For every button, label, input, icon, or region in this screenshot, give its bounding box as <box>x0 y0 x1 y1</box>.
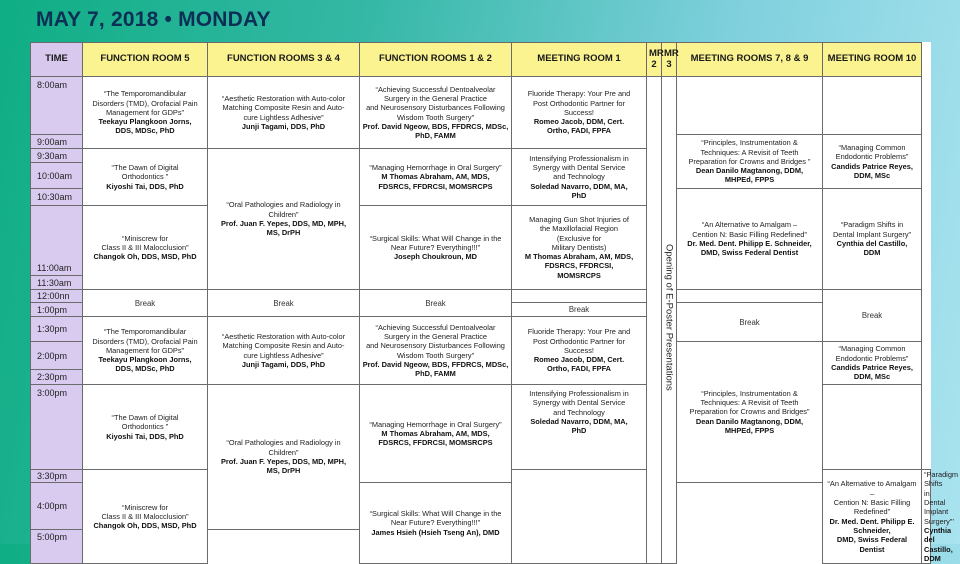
session-title: Military Dentists) <box>551 242 607 252</box>
session-title: “Principles, Instrumentation & <box>701 138 798 148</box>
session-mr789-principles-pm[interactable] <box>677 342 823 483</box>
table-row <box>31 290 931 303</box>
session-title: Intensifying Professionalism in <box>529 389 629 398</box>
header-mr3: MR 3 <box>662 43 677 77</box>
time-slot: 9:30am <box>31 149 83 163</box>
time-slot: 8:00am <box>31 77 83 135</box>
break-cell: Break <box>823 290 922 342</box>
session-title: “Aesthetic Restoration with Auto-color <box>221 93 346 103</box>
session-title: and Neurosensory Disturbances Following <box>366 103 505 113</box>
session-title: Children” <box>268 209 299 219</box>
session-fr34-oral-pm[interactable] <box>208 385 360 530</box>
session-title: Matching Composite Resin and Auto- <box>222 103 345 113</box>
session-title: “An Alternative to Amalgam – <box>701 220 798 230</box>
break-cell: Break <box>677 303 823 342</box>
session-speaker: DMD, Swiss Federal Dentist <box>836 535 908 554</box>
session-fr12-dentoalveolar[interactable] <box>360 77 512 149</box>
session-speaker: Cynthia del Castillo, <box>836 239 908 248</box>
session-title: “Paradigm Shifts in <box>924 470 959 498</box>
break-cell: Break <box>360 290 512 317</box>
session-speaker: Prof. David Ngeow, BDS, FFDRCS, MDSc, <box>362 359 509 369</box>
time-slot: 10:00am <box>31 163 83 189</box>
session-mr10-endo-pm[interactable] <box>823 342 922 385</box>
time-slot: 11:00am <box>31 206 83 276</box>
empty-cell <box>677 290 823 303</box>
session-speaker: MS, DrPH <box>266 228 301 238</box>
session-mr789-amalgam[interactable] <box>677 189 823 290</box>
session-title: the Maxillofacial Region <box>539 224 619 234</box>
session-title: “Oral Pathologies and Radiology in <box>226 438 341 448</box>
session-fr34-oral[interactable] <box>208 149 360 290</box>
header-time: TIME <box>31 43 83 77</box>
session-speaker: Candids Patrice Reyes, <box>831 161 913 171</box>
session-title: Success! <box>564 107 594 117</box>
session-speaker: M Thomas Abraham, AM, MDS, <box>524 252 634 262</box>
session-speaker: DDS, MDSc, PhD <box>115 364 175 374</box>
time-slot: 11:30am <box>31 276 83 290</box>
empty-cell <box>677 77 823 135</box>
session-speaker: James Hsieh (Hsieh Tseng An), DMD <box>371 527 500 537</box>
session-speaker: Soledad Navarro, DDM, MA, <box>530 181 628 191</box>
session-fr34-aesthetic-pm[interactable] <box>208 317 360 385</box>
break-cell: Break <box>208 290 360 317</box>
empty-cell <box>512 290 647 303</box>
session-title: Cention N: Basic Filling Redefined” <box>692 229 807 239</box>
session-title: Management for GDPs” <box>105 107 185 117</box>
session-title: “Managing Hemorrhage in Oral Surgery” <box>369 419 502 429</box>
session-title: Managing Gun Shot Injuries of <box>529 214 629 224</box>
session-title: Post Orthodontic Partner for <box>532 336 625 346</box>
header-function-rooms-3-4: FUNCTION ROOMS 3 & 4 <box>208 43 360 77</box>
session-fr12-hemorrhage-pm[interactable] <box>360 385 512 483</box>
time-slot: 3:00pm <box>31 385 83 470</box>
session-speaker: Prof. David Ngeow, BDS, FFDRCS, MDSc, <box>362 121 509 131</box>
session-title: Disorders (TMD), Orofacial Pain <box>92 336 198 346</box>
session-title: “Achieving Successful Dentoalveolar <box>375 84 496 94</box>
empty-cell <box>512 470 647 564</box>
session-title: “The Temporomandibular <box>103 89 187 99</box>
time-slot: 12:00nn <box>31 290 83 303</box>
session-title: Techniques: A Revisit of Teeth <box>700 147 799 157</box>
break-cell: Break <box>512 303 647 317</box>
session-title: Orthodontics ” <box>121 172 169 182</box>
time-slot: 5:00pm <box>31 530 83 564</box>
session-title: Intensifying Professionalism in <box>529 153 629 163</box>
session-speaker: Junji Tagami, DDS, PhD <box>241 121 326 131</box>
session-speaker: Ortho, FADI, FPFA <box>546 126 612 136</box>
session-speaker: MOMSRCPS <box>557 270 601 280</box>
session-title: “The Dawn of Digital <box>111 163 179 172</box>
page-title: MAY 7, 2018 • MONDAY <box>36 8 271 31</box>
session-title: and Technology <box>553 172 605 182</box>
time-slot: 3:30pm <box>31 470 83 483</box>
session-speaker: Ortho, FADI, FPFA <box>546 364 612 374</box>
session-speaker: Changok Oh, DDS, MSD, PhD <box>93 252 197 262</box>
session-title: Synergy with Dental Service <box>532 398 626 408</box>
session-speaker: Changok Oh, DDS, MSD, PhD <box>93 521 197 531</box>
table-row <box>31 77 931 135</box>
session-fr34-aesthetic[interactable] <box>208 77 360 149</box>
session-title: “The Temporomandibular <box>103 327 187 337</box>
session-title: “Aesthetic Restoration with Auto-color <box>221 331 346 341</box>
schedule-table <box>30 42 959 564</box>
session-title: Class II & III Malocclusion” <box>101 242 189 252</box>
session-title: Endodontic Problems” <box>835 152 909 162</box>
session-fr12-implant-pm[interactable] <box>360 483 512 564</box>
session-title: Disorders (TMD), Orofacial Pain <box>92 98 198 108</box>
session-mr789-amalgam-pm[interactable] <box>823 470 922 564</box>
session-fr5-tmd-pm[interactable] <box>83 317 208 385</box>
session-title: Class II & III Malocclusion” <box>101 511 189 521</box>
session-fr12-dentoalveolar-pm[interactable] <box>360 317 512 385</box>
session-title: “Paradigm Shifts in <box>840 220 904 230</box>
session-title: “Managing Common <box>838 344 906 354</box>
header-meeting-rooms-7-8-9: MEETING ROOMS 7, 8 & 9 <box>677 43 823 77</box>
session-title: Endodontic Problems” <box>835 353 909 363</box>
session-speaker: M Thomas Abraham, AM, MDS, <box>381 428 490 438</box>
empty-cell <box>823 385 922 470</box>
session-title: Post Orthodontic Partner for <box>532 98 625 108</box>
session-speaker: DDM <box>863 248 881 258</box>
session-title: Matching Composite Resin and Auto- <box>222 341 345 351</box>
session-title: “Managing Common <box>838 142 906 152</box>
session-title: “An Alternative to Amalgam – <box>827 479 917 498</box>
session-speaker: DDM, MSc <box>853 372 891 382</box>
session-speaker: Teekayu Plangkoon Jorns, <box>98 355 192 365</box>
session-speaker: DMD, Swiss Federal Dentist <box>700 248 799 258</box>
session-title: Techniques: A Revisit of Teeth <box>700 398 799 407</box>
session-title: and Technology <box>553 407 605 417</box>
time-slot: 2:30pm <box>31 370 83 385</box>
session-title: “Surgical Skills: What Will Change in the <box>369 509 502 519</box>
session-fr5-digital[interactable] <box>83 149 208 206</box>
session-speaker: Junji Tagami, DDS, PhD <box>241 359 326 369</box>
session-title: “Surgical Skills: What Will Change in the <box>369 233 502 243</box>
session-speaker: Dr. Med. Dent. Philipp E. Schneider, <box>687 239 812 248</box>
session-title: “The Dawn of Digital <box>111 413 179 422</box>
session-speaker: Soledad Navarro, DDM, MA, <box>530 416 628 426</box>
session-title: (Exclusive for <box>556 233 602 243</box>
session-speaker: DDM, MSc <box>853 170 891 180</box>
session-mr789-principles[interactable] <box>677 135 823 189</box>
mr2-column <box>647 77 662 564</box>
session-title: Preparation for Crowns and Bridges ” <box>688 156 811 166</box>
session-mr1-fluoride-pm[interactable] <box>512 317 647 385</box>
session-title: Success! <box>564 345 594 355</box>
session-title: Orthodontics ” <box>121 422 169 432</box>
session-speaker: MS, DrPH <box>266 466 301 476</box>
session-fr12-implant[interactable] <box>360 206 512 290</box>
header-meeting-room-1: MEETING ROOM 1 <box>512 43 647 77</box>
session-speaker: Candids Patrice Reyes, <box>831 363 913 372</box>
session-title: Wisdom Tooth Surgery” <box>396 350 475 360</box>
session-title: “Achieving Successful Dentoalveolar <box>375 322 496 332</box>
session-mr1-fluoride[interactable] <box>512 77 647 149</box>
session-speaker: Kiyoshi Tai, DDS, PhD <box>106 431 184 441</box>
session-speaker: Romeo Jacob, DDM, Cert. <box>533 117 625 127</box>
header-mr2: MR 2 <box>647 43 662 77</box>
session-title: cure Lightless Adhesive” <box>243 112 324 122</box>
session-speaker: MHPEd, FPPS <box>724 425 775 435</box>
session-title: Surgery in the General Practice <box>383 93 488 103</box>
session-speaker: Dean Danilo Magtanong, DDM, <box>695 166 804 176</box>
session-speaker: FDSRCS, FFDRCSI, MOMSRCPS <box>378 438 493 448</box>
session-speaker: Joseph Choukroun, MD <box>394 252 477 262</box>
session-speaker: MHPEd, FPPS <box>724 175 775 185</box>
session-speaker: Dean Danilo Magtanong, DDM, <box>695 416 804 426</box>
session-speaker: Prof. Juan F. Yepes, DDS, MD, MPH, <box>220 457 347 467</box>
session-speaker: FDSRCS, FFDRCSI, <box>544 261 614 271</box>
session-title: Preparation for Crowns and Bridges” <box>689 407 810 417</box>
time-slot: 4:00pm <box>31 483 83 530</box>
session-speaker: DDM <box>924 553 941 563</box>
session-mr1-professionalism[interactable] <box>512 149 647 206</box>
session-title: Dental Implant Surgery” <box>832 229 912 239</box>
session-speaker: PhD, FAMM <box>415 131 456 141</box>
session-mr1-gunshot[interactable] <box>512 206 647 290</box>
session-fr5-digital-pm[interactable] <box>83 385 208 470</box>
session-title: Synergy with Dental Service <box>532 163 626 172</box>
time-slot: 1:30pm <box>31 317 83 342</box>
session-mr10-implant-pm[interactable] <box>922 470 959 564</box>
session-speaker: DDS, MDSc, PhD <box>115 126 175 136</box>
session-title: “Principles, Instrumentation & <box>701 388 798 398</box>
header-function-room-5: FUNCTION ROOM 5 <box>83 43 208 77</box>
session-speaker: Cynthia del Castillo, <box>924 525 953 554</box>
eposter-label: Opening of E-Poster Presentations <box>663 244 675 392</box>
session-speaker: M Thomas Abraham, AM, MDS, <box>381 172 490 182</box>
break-cell: Break <box>83 290 208 317</box>
session-speaker: Romeo Jacob, DDM, Cert. <box>533 355 625 365</box>
header-function-rooms-1-2: FUNCTION ROOMS 1 & 2 <box>360 43 512 77</box>
session-speaker: Dr. Med. Dent. Philipp E. Schneider, <box>829 516 915 535</box>
time-slot: 1:00pm <box>31 303 83 317</box>
session-speaker: PhD, FAMM <box>415 369 456 379</box>
session-speaker: PhD <box>571 426 587 436</box>
session-title: Management for GDPs” <box>105 345 185 355</box>
session-title: and Neurosensory Disturbances Following <box>366 341 505 351</box>
session-title: “Oral Pathologies and Radiology in <box>226 200 341 210</box>
session-title: Children” <box>268 447 299 457</box>
session-mr10-endo[interactable] <box>823 135 922 189</box>
session-fr5-miniscrew-pm[interactable] <box>83 470 208 564</box>
mr3-eposter-cell[interactable] <box>662 77 677 564</box>
time-slot: 2:00pm <box>31 342 83 370</box>
session-title: Fluoride Therapy: Your Pre and <box>527 327 631 337</box>
session-title: Dental Implant Surgery”’ <box>924 497 954 526</box>
session-speaker: Prof. Juan F. Yepes, DDS, MD, MPH, <box>220 219 347 228</box>
session-title: “Miniscrew for <box>122 233 168 243</box>
session-mr1-professionalism-pm[interactable] <box>512 385 647 470</box>
session-title: Near Future? Everything!!!” <box>390 242 481 252</box>
session-fr12-hemorrhage[interactable] <box>360 149 512 206</box>
session-speaker: Kiyoshi Tai, DDS, PhD <box>106 181 184 191</box>
session-speaker: Teekayu Plangkoon Jorns, <box>98 117 192 127</box>
session-title: “Miniscrew for <box>122 502 168 512</box>
empty-cell <box>823 77 922 135</box>
session-speaker: PhD <box>571 190 587 200</box>
session-title: Surgery in the General Practice <box>383 331 488 341</box>
session-fr5-tmd[interactable] <box>83 77 208 149</box>
session-speaker: FDSRCS, FFDRCSI, MOMSRCPS <box>378 181 493 191</box>
time-slot: 10:30am <box>31 189 83 206</box>
header-meeting-room-10: MEETING ROOM 10 <box>823 43 922 77</box>
session-mr10-implant[interactable] <box>823 189 922 290</box>
time-slot: 9:00am <box>31 135 83 149</box>
session-fr5-miniscrew[interactable] <box>83 206 208 290</box>
session-title: Wisdom Tooth Surgery” <box>396 112 475 122</box>
session-title: “Managing Hemorrhage in Oral Surgery” <box>369 163 502 172</box>
session-title: Cention N: Basic Filling Redefined” <box>833 497 911 517</box>
header-row <box>31 43 931 77</box>
session-title: Near Future? Everything!!!” <box>390 518 481 528</box>
session-title: cure Lightless Adhesive” <box>243 350 324 360</box>
session-title: Fluoride Therapy: Your Pre and <box>527 89 631 99</box>
